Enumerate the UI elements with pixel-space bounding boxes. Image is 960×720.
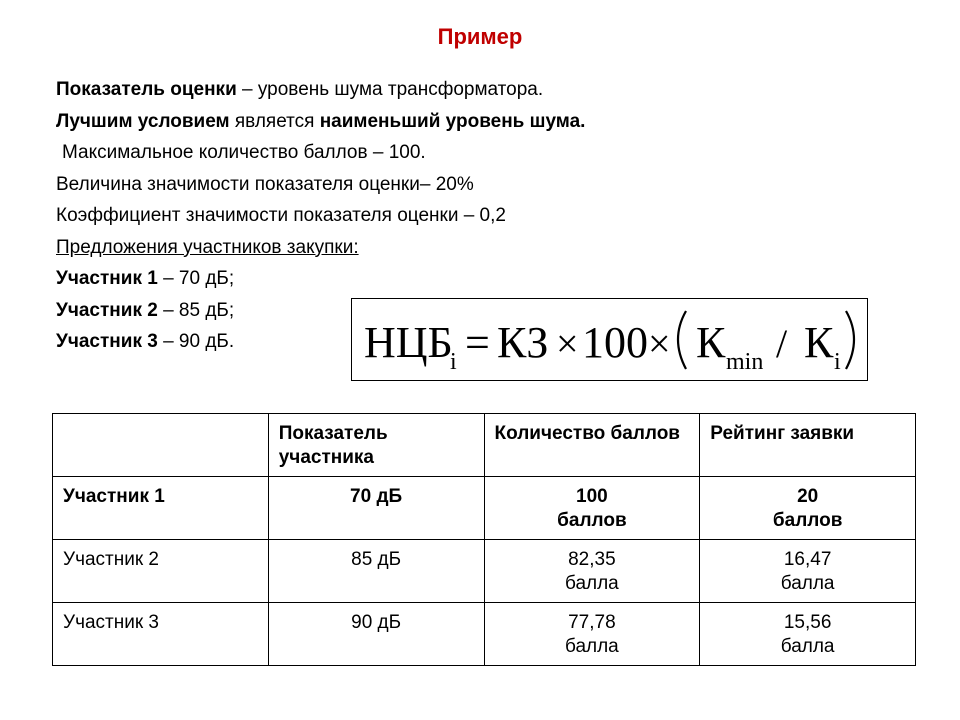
formula-svg: [352, 299, 866, 379]
rating-word: балла: [780, 573, 835, 594]
formula-box: [351, 298, 868, 381]
points-number: 82,35: [568, 549, 616, 570]
slide-title: Пример: [437, 24, 523, 49]
rating-word: балла: [780, 636, 835, 657]
points-word: балла: [565, 573, 619, 594]
row-participant-value: 70 дБ: [268, 477, 484, 540]
line-coefficient: Коэффициент значимости показателя оценки – 0,2: [56, 205, 506, 226]
participant-3-label: Участник 3: [56, 331, 158, 352]
line-participant-1: [56, 263, 736, 295]
proposals-heading: Предложения участников закупки:: [56, 236, 359, 258]
line-proposals: [56, 232, 736, 264]
header-rating: Рейтинг заявки: [700, 414, 916, 477]
participant-2-label: Участник 2: [56, 299, 158, 321]
row-participant-name: Участник 2: [53, 540, 269, 603]
participant-2-value: – 85 дБ;: [157, 299, 235, 321]
best-condition-value: наименьший уровень шума.: [319, 110, 586, 132]
formula-times-1: ×: [556, 321, 579, 366]
row-participant-value: 90 дБ: [268, 603, 484, 666]
formula-kmin: К: [696, 318, 726, 367]
points-word: баллов: [557, 510, 627, 531]
participant-3-value: – 90 дБ.: [157, 331, 235, 352]
points-word: балла: [565, 636, 619, 657]
row-participant-name: Участник 1: [53, 477, 269, 540]
line-max-points: Максимальное количество баллов – 100.: [62, 142, 426, 163]
row-rating: [700, 540, 916, 603]
header-points: Количество баллов: [484, 414, 700, 477]
line-weight: Величина значимости показателя оценки– 20%: [56, 173, 474, 195]
best-condition-label: Лучшим условием: [56, 110, 230, 132]
formula-hundred: 100: [582, 318, 648, 367]
results-table: [52, 413, 916, 666]
rating-word: баллов: [772, 510, 843, 531]
row-participant-name: Участник 3: [53, 603, 269, 666]
row-rating: [700, 603, 916, 666]
participant-1-value: – 70 дБ;: [157, 268, 235, 289]
criterion-label: Показатель оценки: [56, 79, 237, 100]
formula-slash: /: [776, 321, 788, 366]
table-row: [53, 477, 916, 540]
formula-equals: =: [465, 318, 490, 367]
row-rating: [700, 477, 916, 540]
formula-left-paren-shape: [678, 311, 686, 369]
row-participant-value: 85 дБ: [268, 540, 484, 603]
header-participant-value: Показатель участника: [268, 414, 484, 477]
formula-lhs: НЦБ: [364, 318, 453, 367]
formula-times-2: ×: [648, 321, 671, 366]
criterion-value: – уровень шума трансформатора.: [236, 79, 544, 100]
formula-right-paren-shape: [846, 311, 854, 369]
points-number: 100: [576, 486, 608, 507]
header-empty: [53, 414, 269, 477]
row-points: [484, 603, 700, 666]
formula-lhs-sub: i: [450, 349, 457, 375]
participant-1-label: Участник 1: [56, 268, 158, 289]
formula-kmin-sub: min: [726, 349, 764, 375]
best-condition-mid: является: [229, 110, 320, 132]
line-criterion: [56, 74, 736, 106]
points-number: 77,78: [568, 612, 616, 633]
table-row: [53, 603, 916, 666]
rating-number: 16,47: [783, 549, 832, 570]
formula-kz: КЗ: [497, 318, 549, 367]
table-row: [53, 540, 916, 603]
row-points: [484, 540, 700, 603]
formula-ki: К: [804, 318, 834, 367]
rating-number: 20: [797, 486, 819, 507]
formula-ki-sub: i: [834, 349, 841, 375]
rating-number: 15,56: [783, 612, 832, 633]
row-points: [484, 477, 700, 540]
table-header-row: [53, 414, 916, 477]
line-best-condition: [56, 106, 736, 138]
